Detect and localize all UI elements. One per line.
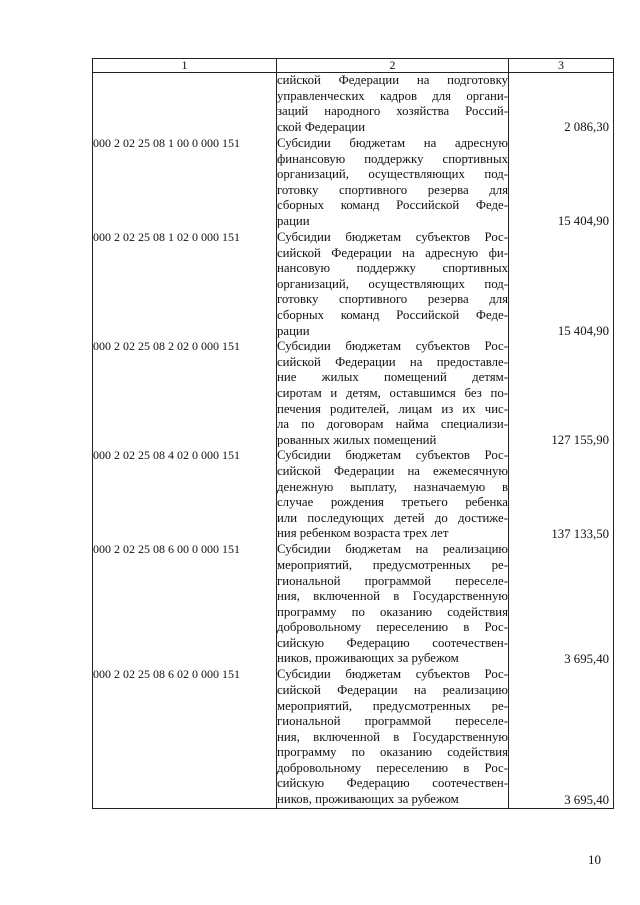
budget-code: 000 2 02 25 08 1 02 0 000 151 [93,230,277,339]
budget-code: 000 2 02 25 08 1 00 0 000 151 [93,136,277,230]
description-line: сиротам и детям, оставшимся без по- [277,385,508,400]
table-row [93,136,614,230]
budget-amount-cell [509,667,614,809]
budget-amount-cell [509,230,614,339]
description-line: ников, проживающих за рубежом [277,651,459,666]
budget-amount: 2 086,30 [564,120,609,135]
description-line: готовку спортивного резерва для [277,292,508,307]
header-col-2: 2 [277,59,509,73]
budget-description [277,136,509,230]
description-line: организаций, осуществляющих под- [277,276,508,291]
budget-amount: 137 133,50 [551,526,609,541]
budget-description [277,448,509,542]
budget-description [277,542,509,667]
description-line: ние жилых помещений детям- [277,370,508,385]
budget-amount-cell [509,448,614,542]
description-line: рованных жилых помещений [277,432,437,447]
description-line: организаций, осуществляющих под- [277,167,508,182]
description-line: Субсидии бюджетам субъектов Рос- [277,230,508,244]
description-line: ния ребенком возраста трех лет [277,526,449,541]
description-line: добровольному переселению в Рос- [277,620,508,635]
description-line: заций народного хозяйства Россий- [277,104,508,119]
description-line: программу по оказанию содействия [277,604,508,619]
budget-description [277,339,509,448]
description-line: ния, включенной в Государственную [277,729,508,744]
description-line: Субсидии бюджетам субъектов Рос- [277,339,508,354]
table-row [93,542,614,667]
description-line: рации [277,213,310,228]
table-row [93,230,614,339]
table-header-row [93,59,614,73]
description-line: управленческих кадров для органи- [277,88,508,103]
description-line: гиональной программой переселе- [277,573,508,588]
budget-amount-cell [509,542,614,667]
description-line: рации [277,323,310,338]
description-line: программу по оказанию содействия [277,745,508,760]
description-line: финансовую поддержку спортивных [277,151,508,166]
budget-amount: 127 155,90 [551,432,609,447]
budget-code: 000 2 02 25 08 2 02 0 000 151 [93,339,277,448]
budget-amount-cell [509,339,614,448]
description-line: гиональной программой переселе- [277,714,508,729]
description-line: печения родителей, лицам из их чис- [277,401,508,416]
description-line: сийской Федерации на ежемесячную [277,463,508,478]
description-line: сийской Федерации на адресную фи- [277,245,508,260]
budget-code: 000 2 02 25 08 6 00 0 000 151 [93,542,277,667]
table-row [93,339,614,448]
description-line: нансовую поддержку спортивных [277,261,508,276]
description-line: ников, проживающих за рубежом [277,792,459,807]
description-line: Субсидии бюджетам субъектов Рос- [277,667,508,682]
budget-amount: 15 404,90 [557,214,609,229]
description-line: случае рождения третьего ребенка [277,495,508,510]
description-line: Субсидии бюджетам субъектов Рос- [277,448,508,463]
budget-amount: 15 404,90 [557,323,609,338]
table-body [93,73,614,809]
header-col-3: 3 [509,59,614,73]
budget-code: 000 2 02 25 08 6 02 0 000 151 [93,667,277,809]
page-number: 10 [588,852,601,867]
description-line: Субсидии бюджетам на адресную [277,136,508,150]
budget-amount-cell [509,136,614,230]
table-row [93,73,614,137]
description-line: добровольному переселению в Рос- [277,760,508,775]
description-line: сборных команд Российской Феде- [277,198,508,213]
description-line: сборных команд Российской Феде- [277,307,508,322]
description-line: мероприятий, предусмотренных ре- [277,698,508,713]
budget-description [277,230,509,339]
budget-amount: 3 695,40 [564,792,609,807]
budget-description [277,73,509,137]
description-line: сийской Федерации на реализацию [277,682,508,697]
table-row [93,448,614,542]
budget-amount: 3 695,40 [564,651,609,666]
description-line: сийскую Федерацию соотечествен- [277,635,508,650]
budget-code: 000 2 02 25 08 4 02 0 000 151 [93,448,277,542]
description-line: ской Федерации [277,119,366,134]
description-line: денежную выплату, назначаемую в [277,479,508,494]
description-line: мероприятий, предусмотренных ре- [277,557,508,572]
table-row [93,667,614,809]
description-line: сийскую Федерацию соотечествен- [277,776,508,791]
description-line: или последующих детей до достиже- [277,510,508,525]
budget-code [93,73,277,137]
description-line: сийской Федерации на подготовку [277,73,508,87]
description-line: ния, включенной в Государственную [277,589,508,604]
description-line: ла по договорам найма специализи- [277,417,508,432]
budget-amount-cell [509,73,614,137]
budget-description [277,667,509,809]
description-line: Субсидии бюджетам на реализацию [277,542,508,557]
header-col-1: 1 [93,59,277,73]
description-line: сийской Федерации на предоставле- [277,354,508,369]
description-line: готовку спортивного резерва для [277,182,508,197]
budget-table [92,58,614,809]
